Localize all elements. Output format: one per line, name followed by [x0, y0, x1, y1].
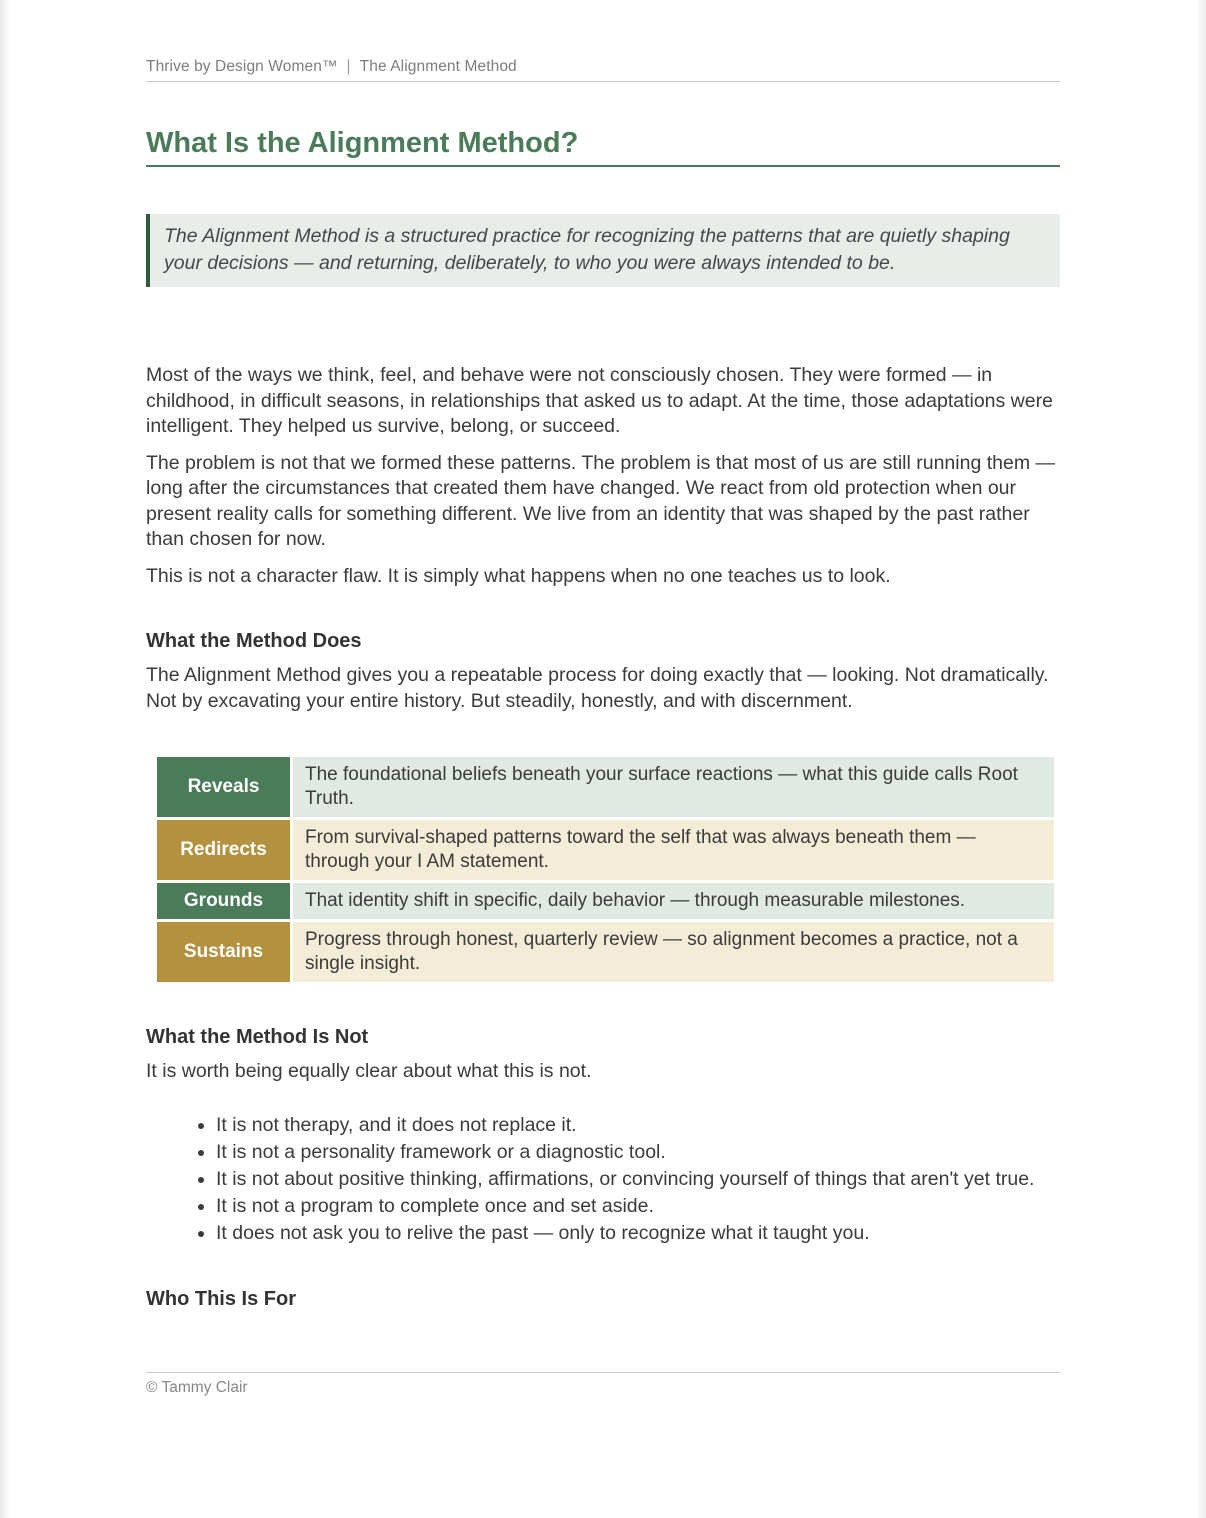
not-list — [146, 1112, 1060, 1247]
row-label: Sustains — [157, 922, 290, 982]
running-header — [146, 0, 1060, 82]
row-label: Redirects — [157, 820, 290, 880]
intro-paragraph-2: The problem is not that we formed these patterns. The problem is that most of us are still running them — long after the circumstances that created them have changed. We react from old protection when our present reality calls for something different. We live from an identity that was shaped by the past rather than chosen for now. — [146, 451, 1055, 551]
table-row-grounds — [157, 883, 1054, 919]
table-row-reveals — [157, 757, 1054, 817]
list-item: • It is not therapy, and it does not replace it. — [216, 1112, 1060, 1139]
running-footer — [146, 1372, 1060, 1397]
row-description: Progress through honest, quarterly review — so alignment becomes a practice, not a single insight. — [293, 922, 1054, 982]
row-description: That identity shift in specific, daily behavior — through measurable milestones. — [293, 883, 1054, 919]
page-content — [146, 0, 1060, 1397]
list-item: • It does not ask you to relive the past — only to recognize what it taught you. — [216, 1220, 1060, 1247]
list-item: • It is not about positive thinking, affirmations, or convincing yourself of things that aren't yet true. — [216, 1166, 1060, 1193]
list-item: • It is not a program to complete once and set aside. — [216, 1193, 1060, 1220]
method-table — [154, 754, 1057, 985]
header-brand: Thrive by Design Women™ — [146, 58, 338, 75]
section-heading-method-is-not: What the Method Is Not — [146, 1026, 369, 1049]
page-title: What Is the Alignment Method? — [146, 127, 1060, 167]
method-is-not-paragraph: It is worth being equally clear about what this is not. — [146, 1060, 592, 1083]
section-heading-method-does: What the Method Does — [146, 630, 362, 653]
intro-paragraph-3: This is not a character flaw. It is simply what happens when no one teaches us to look. — [146, 564, 891, 587]
section-heading-who-this-is-for: Who This Is For — [146, 1287, 296, 1310]
footer-copyright: © Tammy Clair — [146, 1378, 248, 1396]
method-does-paragraph: The Alignment Method gives you a repeatable process for doing exactly that — looking. Not dramatically. Not by excavating your entire history. But steadily, honestly, and with discernment. — [146, 664, 1049, 712]
header-doc-title: The Alignment Method — [359, 58, 517, 75]
page-edge-right — [1197, 0, 1206, 1518]
intro-paragraph-1: Most of the ways we think, feel, and behave were not consciously chosen. They were formed — in childhood, in difficult seasons, in relationships that asked us to adapt. At the time, those adaptations were intelligent. They helped us survive, belong, or succeed. — [146, 364, 1053, 438]
intro-quote: The Alignment Method is a structured practice for recognizing the patterns that are quietly shaping your decisions — and returning, deliberately, to who you were always intended to be. — [146, 214, 1060, 287]
table-row-redirects — [157, 820, 1054, 880]
page-edge-left — [0, 0, 9, 1518]
row-label: Reveals — [157, 757, 290, 817]
table-row-sustains — [157, 922, 1054, 982]
header-separator: | — [346, 58, 351, 75]
row-description: From survival-shaped patterns toward the self that was always beneath them — through your I AM statement. — [293, 820, 1054, 880]
row-description: The foundational beliefs beneath your surface reactions — what this guide calls Root Truth. — [293, 757, 1054, 817]
list-item: • It is not a personality framework or a diagnostic tool. — [216, 1139, 1060, 1166]
row-label: Grounds — [157, 883, 290, 919]
